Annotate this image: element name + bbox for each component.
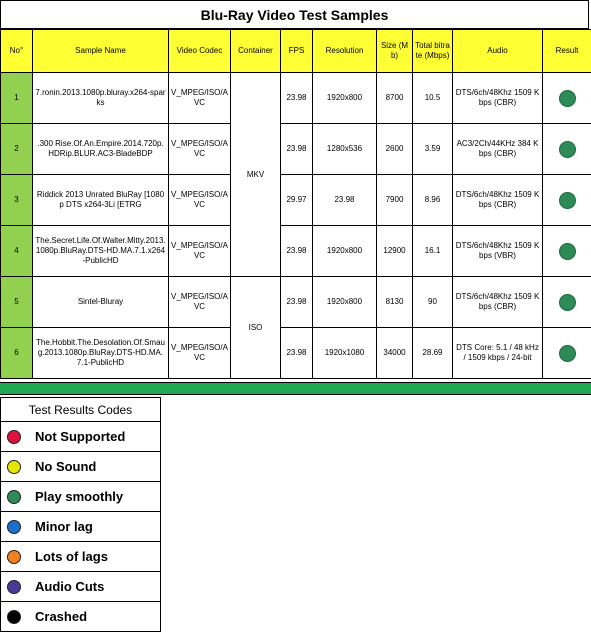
video-codec: V_MPEG/ISO/AVC bbox=[169, 226, 231, 277]
legend-label: Minor lag bbox=[35, 519, 93, 534]
size: 8130 bbox=[377, 277, 413, 328]
video-codec: V_MPEG/ISO/AVC bbox=[169, 175, 231, 226]
resolution: 1920x800 bbox=[313, 73, 377, 124]
size: 34000 bbox=[377, 328, 413, 379]
resolution: 1920x800 bbox=[313, 226, 377, 277]
audio: DTS/6ch/48Khz 1509 Kbps (VBR) bbox=[453, 226, 543, 277]
bitrate: 16.1 bbox=[413, 226, 453, 277]
bitrate: 90 bbox=[413, 277, 453, 328]
row-number: 6 bbox=[1, 328, 33, 379]
bitrate: 8.96 bbox=[413, 175, 453, 226]
sample-name: Sintel-Bluray bbox=[33, 277, 169, 328]
col-header-result: Result bbox=[543, 30, 591, 73]
col-header-bitrate: Total bitrate (Mbps) bbox=[413, 30, 453, 73]
video-codec: V_MPEG/ISO/AVC bbox=[169, 124, 231, 175]
legend-item bbox=[1, 422, 161, 452]
resolution: 1920x800 bbox=[313, 277, 377, 328]
video-codec: V_MPEG/ISO/AVC bbox=[169, 73, 231, 124]
legend-title: Test Results Codes bbox=[1, 398, 161, 422]
audio: DTS/6ch/48Khz 1509 Kbps (CBR) bbox=[453, 73, 543, 124]
size: 7900 bbox=[377, 175, 413, 226]
col-header-resolution: Resolution bbox=[313, 30, 377, 73]
fps: 29.97 bbox=[281, 175, 313, 226]
video-codec: V_MPEG/ISO/AVC bbox=[169, 328, 231, 379]
separator-bar bbox=[0, 382, 591, 395]
video-codec: V_MPEG/ISO/AVC bbox=[169, 277, 231, 328]
legend-item bbox=[1, 512, 161, 542]
audio: DTS/6ch/48Khz 1509 Kbps (CBR) bbox=[453, 277, 543, 328]
fps: 23.98 bbox=[281, 277, 313, 328]
black-dot-icon bbox=[7, 610, 21, 624]
table-row bbox=[1, 73, 591, 124]
sample-name: The.Secret.Life.Of.Walter.Mitty.2013.1080p.BluRay.DTS-HD.MA.7.1.x264-PublicHD bbox=[33, 226, 169, 277]
legend-label: Lots of lags bbox=[35, 549, 108, 564]
result-dot-icon bbox=[559, 243, 576, 260]
audio: DTS Core: 5.1 / 48 kHz / 1509 kbps / 24-bit bbox=[453, 328, 543, 379]
row-number: 1 bbox=[1, 73, 33, 124]
legend-label: Audio Cuts bbox=[35, 579, 105, 594]
table-row bbox=[1, 277, 591, 328]
purple-dot-icon bbox=[7, 580, 21, 594]
legend-item bbox=[1, 542, 161, 572]
fps: 23.98 bbox=[281, 73, 313, 124]
legend-label: Not Supported bbox=[35, 429, 126, 444]
legend-item bbox=[1, 602, 161, 632]
result-cell bbox=[543, 226, 591, 277]
table-row bbox=[1, 175, 591, 226]
legend-label: Crashed bbox=[35, 609, 88, 624]
table-row bbox=[1, 226, 591, 277]
row-number: 3 bbox=[1, 175, 33, 226]
audio: AC3/2Ch/44KHz 384 Kbps (CBR) bbox=[453, 124, 543, 175]
row-number: 5 bbox=[1, 277, 33, 328]
legend-label: Play smoothly bbox=[35, 489, 124, 504]
result-cell bbox=[543, 328, 591, 379]
resolution: 1920x1080 bbox=[313, 328, 377, 379]
result-dot-icon bbox=[559, 294, 576, 311]
bitrate: 28.69 bbox=[413, 328, 453, 379]
sample-name: .300 Rise.Of.An.Empire.2014.720p.HDRip.BLUR.AC3-BladeBDP bbox=[33, 124, 169, 175]
col-header-audio: Audio bbox=[453, 30, 543, 73]
result-cell bbox=[543, 175, 591, 226]
result-cell bbox=[543, 124, 591, 175]
col-header-container: Container bbox=[231, 30, 281, 73]
resolution: 23.98 bbox=[313, 175, 377, 226]
col-header-sample-name: Sample Name bbox=[33, 30, 169, 73]
sample-name: The.Hobbit.The.Desolation.Of.Smaug.2013.1080p.BluRay.DTS-HD.MA.7.1-PublicHD bbox=[33, 328, 169, 379]
legend-label: No Sound bbox=[35, 459, 97, 474]
bitrate: 3.59 bbox=[413, 124, 453, 175]
col-header-fps: FPS bbox=[281, 30, 313, 73]
row-number: 4 bbox=[1, 226, 33, 277]
size: 12900 bbox=[377, 226, 413, 277]
table-header-row bbox=[1, 30, 591, 73]
table-row bbox=[1, 328, 591, 379]
result-cell bbox=[543, 73, 591, 124]
legend-item bbox=[1, 482, 161, 512]
legend-item bbox=[1, 572, 161, 602]
yellow-dot-icon bbox=[7, 460, 21, 474]
sample-name: 7.ronin.2013.1080p.bluray.x264-sparks bbox=[33, 73, 169, 124]
fps: 23.98 bbox=[281, 124, 313, 175]
audio: DTS/6ch/48Khz 1509 Kbps (CBR) bbox=[453, 175, 543, 226]
table-row bbox=[1, 124, 591, 175]
legend-table bbox=[0, 397, 161, 632]
result-dot-icon bbox=[559, 345, 576, 362]
result-dot-icon bbox=[559, 141, 576, 158]
result-dot-icon bbox=[559, 192, 576, 209]
fps: 23.98 bbox=[281, 226, 313, 277]
bitrate: 10.5 bbox=[413, 73, 453, 124]
result-dot-icon bbox=[559, 90, 576, 107]
resolution: 1280x536 bbox=[313, 124, 377, 175]
fps: 23.98 bbox=[281, 328, 313, 379]
red-dot-icon bbox=[7, 430, 21, 444]
row-number: 2 bbox=[1, 124, 33, 175]
result-cell bbox=[543, 277, 591, 328]
legend-item bbox=[1, 452, 161, 482]
col-header-video-codec: Video Codec bbox=[169, 30, 231, 73]
container-iso: ISO bbox=[231, 277, 281, 379]
col-header-size: Size (Mb) bbox=[377, 30, 413, 73]
size: 2600 bbox=[377, 124, 413, 175]
container-mkv: MKV bbox=[231, 73, 281, 277]
orange-dot-icon bbox=[7, 550, 21, 564]
col-header-no: No° bbox=[1, 30, 33, 73]
page-title: Blu-Ray Video Test Samples bbox=[0, 0, 589, 29]
sample-name: Riddick 2013 Unrated BluRay [1080p DTS x264-3Li [ETRG bbox=[33, 175, 169, 226]
samples-table bbox=[0, 29, 591, 379]
blue-dot-icon bbox=[7, 520, 21, 534]
green-dot-icon bbox=[7, 490, 21, 504]
size: 8700 bbox=[377, 73, 413, 124]
